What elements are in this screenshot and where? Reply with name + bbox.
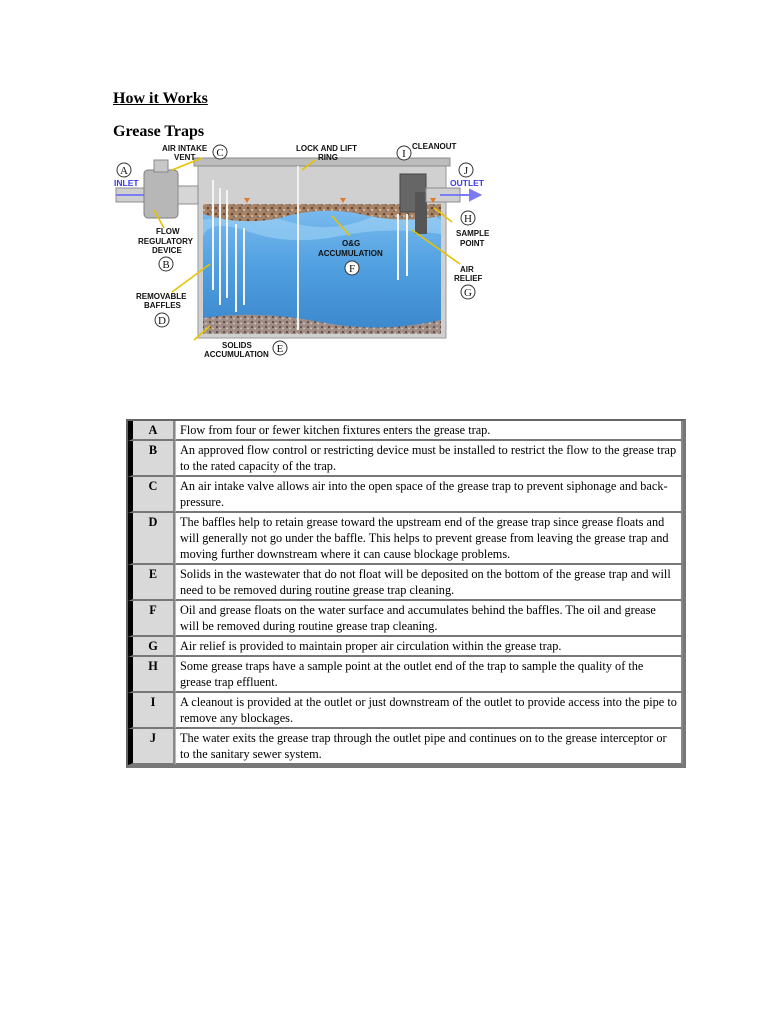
svg-text:B: B bbox=[162, 259, 170, 271]
svg-text:ACCUMULATION: ACCUMULATION bbox=[318, 249, 383, 258]
svg-text:J: J bbox=[463, 165, 469, 177]
label-air-intake: AIR INTAKE bbox=[162, 144, 208, 153]
legend-key: F bbox=[128, 601, 175, 637]
legend-description: Solids in the wastewater that do not float will be deposited on the bottom of the grease trap and will need to be removed during routine grease trap cleaning. bbox=[175, 565, 683, 601]
legend-key: A bbox=[128, 421, 175, 441]
table-row bbox=[128, 513, 683, 565]
table-row bbox=[128, 657, 683, 693]
marker-G bbox=[461, 285, 475, 299]
marker-J bbox=[459, 163, 473, 177]
svg-text:ACCUMULATION: ACCUMULATION bbox=[204, 350, 269, 359]
legend-key: I bbox=[128, 693, 175, 729]
marker-D bbox=[155, 313, 169, 327]
label-flow-device: FLOW bbox=[156, 227, 180, 236]
marker-F bbox=[345, 261, 359, 275]
legend-key: H bbox=[128, 657, 175, 693]
label-inlet: INLET bbox=[114, 178, 139, 188]
inlet-stub bbox=[178, 186, 198, 204]
legend-description: Air relief is provided to maintain proper air circulation within the grease trap. bbox=[175, 637, 683, 657]
legend-key: D bbox=[128, 513, 175, 565]
marker-I bbox=[397, 146, 411, 160]
svg-text:C: C bbox=[216, 147, 224, 159]
legend-description: Some grease traps have a sample point at the outlet end of the trap to sample the quality of the grease trap effluent. bbox=[175, 657, 683, 693]
svg-text:BAFFLES: BAFFLES bbox=[144, 301, 181, 310]
air-intake-vent bbox=[154, 160, 168, 172]
svg-text:VENT: VENT bbox=[174, 153, 196, 162]
table-row bbox=[128, 637, 683, 657]
marker-H bbox=[461, 211, 475, 225]
table-row bbox=[128, 565, 683, 601]
legend-key: E bbox=[128, 565, 175, 601]
legend-description: An approved flow control or restricting device must be installed to restrict the flow to the grease trap to the rated capacity of the trap. bbox=[175, 441, 683, 477]
table-row bbox=[128, 477, 683, 513]
svg-text:H: H bbox=[464, 213, 472, 225]
section-title: Grease Traps bbox=[113, 123, 205, 140]
label-lock-lift: LOCK AND LIFT bbox=[296, 144, 358, 153]
marker-E bbox=[273, 341, 287, 355]
label-air-relief: AIR bbox=[460, 265, 474, 274]
svg-text:RING: RING bbox=[318, 153, 338, 162]
marker-B bbox=[159, 257, 173, 271]
grease-trap-diagram bbox=[110, 140, 490, 362]
page-title: How it Works bbox=[113, 90, 208, 107]
flow-regulatory-device bbox=[144, 170, 178, 218]
label-cleanout: CLEANOUT bbox=[412, 142, 457, 151]
legend-key: J bbox=[128, 729, 175, 765]
legend-key: G bbox=[128, 637, 175, 657]
marker-A bbox=[117, 163, 131, 177]
label-sample-point: SAMPLE bbox=[456, 229, 490, 238]
label-baffles: REMOVABLE bbox=[136, 292, 187, 301]
svg-text:I: I bbox=[402, 148, 406, 160]
svg-text:E: E bbox=[276, 343, 284, 355]
legend-key: C bbox=[128, 477, 175, 513]
legend-description: Oil and grease floats on the water surface and accumulates behind the baffles. The oil and grease will be removed during routine grease trap cleaning. bbox=[175, 601, 683, 637]
legend-description: The water exits the grease trap through the outlet pipe and continues on to the grease interceptor or to the sanitary sewer system. bbox=[175, 729, 683, 765]
legend-key: B bbox=[128, 441, 175, 477]
outlet-bend bbox=[415, 192, 427, 234]
svg-text:F: F bbox=[348, 263, 356, 275]
table-row bbox=[128, 441, 683, 477]
svg-text:DEVICE: DEVICE bbox=[152, 246, 182, 255]
svg-text:REGULATORY: REGULATORY bbox=[138, 237, 193, 246]
legend-description: An air intake valve allows air into the open space of the grease trap to prevent siphonage and back-pressure. bbox=[175, 477, 683, 513]
svg-text:D: D bbox=[158, 315, 166, 327]
label-outlet: OUTLET bbox=[450, 178, 484, 188]
table-row bbox=[128, 693, 683, 729]
svg-text:A: A bbox=[120, 165, 128, 177]
table-row bbox=[128, 729, 683, 765]
label-solids: SOLIDS bbox=[222, 341, 252, 350]
legend-description: A cleanout is provided at the outlet or just downstream of the outlet to provide access into the pipe to remove any blockages. bbox=[175, 693, 683, 729]
table-row bbox=[128, 421, 683, 441]
label-og: O&G bbox=[342, 239, 361, 248]
legend-description: Flow from four or fewer kitchen fixtures enters the grease trap. bbox=[175, 421, 683, 441]
svg-text:POINT: POINT bbox=[460, 239, 485, 248]
table-row bbox=[128, 601, 683, 637]
svg-text:RELIEF: RELIEF bbox=[454, 274, 483, 283]
legend-table bbox=[126, 419, 686, 768]
marker-C bbox=[213, 145, 227, 159]
legend-description: The baffles help to retain grease toward the upstream end of the grease trap since grease floats and will generally not go under the baffle. This helps to prevent grease from leaving the grease trap and moving further downstream where it can cause blockage problems. bbox=[175, 513, 683, 565]
svg-text:G: G bbox=[464, 287, 472, 299]
